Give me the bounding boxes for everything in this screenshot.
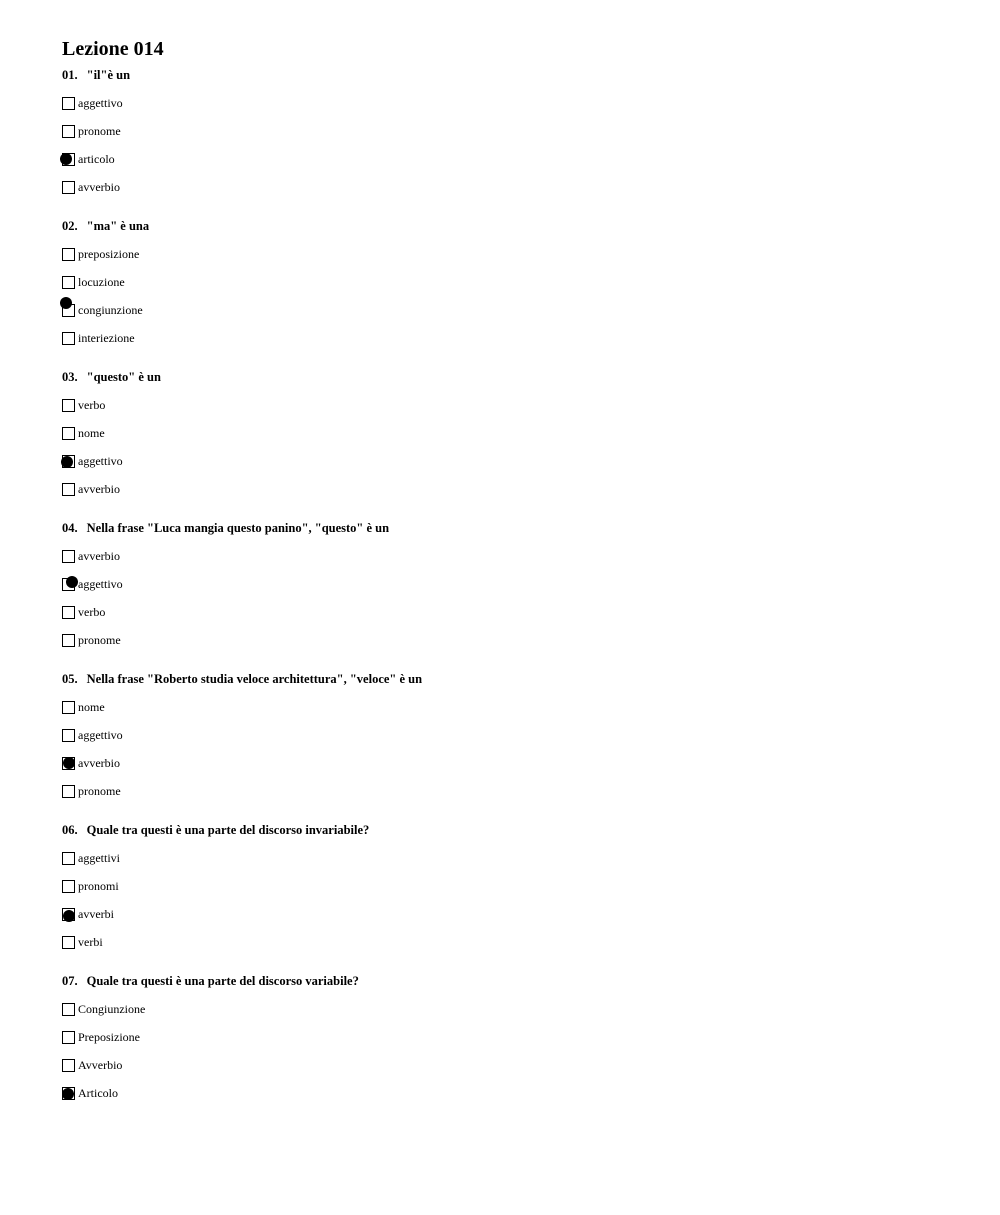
answer-option[interactable] (62, 721, 962, 749)
question-text (62, 67, 962, 84)
selected-answer-mark-icon (66, 576, 78, 588)
question-label: Quale tra questi è una parte del discorso variabile? (86, 974, 359, 988)
answer-checkbox[interactable] (62, 332, 75, 345)
answer-checkbox[interactable] (62, 634, 75, 647)
question-number: 06. (62, 823, 78, 837)
answer-option[interactable] (62, 419, 962, 447)
answer-label: interiezione (78, 331, 135, 345)
answer-label: Congiunzione (78, 1002, 146, 1016)
page-title: Lezione 014 (62, 38, 164, 60)
question-3 (62, 369, 962, 503)
selected-answer-mark-icon (63, 757, 75, 769)
answer-option[interactable] (62, 268, 962, 296)
answer-option[interactable] (62, 749, 962, 777)
answer-label: Avverbio (78, 1058, 123, 1072)
answer-label: nome (78, 426, 105, 440)
answer-label: verbo (78, 605, 106, 619)
answer-checkbox[interactable] (62, 427, 75, 440)
answer-label: aggettivi (78, 851, 120, 865)
answer-option[interactable] (62, 626, 962, 654)
question-number: 07. (62, 974, 78, 988)
answer-label: congiunzione (78, 303, 143, 317)
answer-checkbox[interactable] (62, 304, 75, 317)
question-label: "il"è un (86, 68, 131, 82)
answer-label: avverbio (78, 549, 120, 563)
question-6 (62, 822, 962, 956)
answer-option[interactable] (62, 240, 962, 268)
answer-checkbox[interactable] (62, 880, 75, 893)
answer-label: verbo (78, 398, 106, 412)
answer-option[interactable] (62, 570, 962, 598)
answer-option[interactable] (62, 145, 962, 173)
answer-checkbox[interactable] (62, 1087, 75, 1100)
answer-option[interactable] (62, 475, 962, 503)
answer-option[interactable] (62, 928, 962, 956)
answer-option[interactable] (62, 844, 962, 872)
question-label: "questo" è un (86, 370, 161, 384)
answer-option[interactable] (62, 117, 962, 145)
answer-option[interactable] (62, 900, 962, 928)
answer-checkbox[interactable] (62, 276, 75, 289)
question-1 (62, 67, 962, 201)
answer-label: pronome (78, 784, 121, 798)
answer-label: avverbio (78, 756, 120, 770)
answer-option[interactable] (62, 89, 962, 117)
question-text (62, 520, 962, 537)
selected-answer-mark-icon (63, 910, 75, 922)
answer-option[interactable] (62, 173, 962, 201)
answer-checkbox[interactable] (62, 1031, 75, 1044)
question-label: Nella frase "Luca mangia questo panino", "questo" è un (86, 521, 390, 535)
answer-checkbox[interactable] (62, 483, 75, 496)
question-text (62, 822, 962, 839)
selected-answer-mark-icon (62, 1088, 74, 1100)
answer-label: aggettivo (78, 577, 123, 591)
answer-checkbox[interactable] (62, 455, 75, 468)
answer-label: avverbio (78, 482, 120, 496)
question-number: 01. (62, 68, 78, 82)
answer-label: verbi (78, 935, 103, 949)
question-list (62, 67, 962, 1107)
answer-checkbox[interactable] (62, 908, 75, 921)
answer-option[interactable] (62, 1051, 962, 1079)
question-text (62, 671, 962, 688)
question-number: 03. (62, 370, 78, 384)
answer-option[interactable] (62, 324, 962, 352)
answer-option[interactable] (62, 391, 962, 419)
answer-option[interactable] (62, 447, 962, 475)
answer-checkbox[interactable] (62, 757, 75, 770)
question-number: 02. (62, 219, 78, 233)
answer-label: Articolo (78, 1086, 118, 1100)
question-label: Quale tra questi è una parte del discorso invariabile? (86, 823, 370, 837)
question-7 (62, 973, 962, 1107)
answer-checkbox[interactable] (62, 852, 75, 865)
answer-checkbox[interactable] (62, 153, 75, 166)
answer-label: nome (78, 700, 105, 714)
question-label: "ma" è una (86, 219, 150, 233)
question-2 (62, 218, 962, 352)
answer-checkbox[interactable] (62, 1003, 75, 1016)
answer-option[interactable] (62, 1023, 962, 1051)
answer-checkbox[interactable] (62, 578, 75, 591)
answer-label: aggettivo (78, 96, 123, 110)
question-number: 05. (62, 672, 78, 686)
answer-label: pronomi (78, 879, 119, 893)
answer-option[interactable] (62, 598, 962, 626)
question-text (62, 369, 962, 386)
answer-checkbox[interactable] (62, 1059, 75, 1072)
answer-checkbox[interactable] (62, 729, 75, 742)
answer-checkbox[interactable] (62, 550, 75, 563)
answer-label: articolo (78, 152, 115, 166)
answer-checkbox[interactable] (62, 399, 75, 412)
answer-label: avverbi (78, 907, 114, 921)
answer-checkbox[interactable] (62, 606, 75, 619)
answer-checkbox[interactable] (62, 701, 75, 714)
answer-option[interactable] (62, 1079, 962, 1107)
question-label: Nella frase "Roberto studia veloce architettura", "veloce" è un (86, 672, 423, 686)
selected-answer-mark-icon (61, 456, 73, 468)
answer-option[interactable] (62, 296, 962, 324)
answer-option[interactable] (62, 542, 962, 570)
selected-answer-mark-icon (60, 297, 72, 309)
answer-label: locuzione (78, 275, 125, 289)
answer-label: aggettivo (78, 728, 123, 742)
quiz-page (62, 36, 962, 1124)
answer-label: avverbio (78, 180, 120, 194)
answer-checkbox[interactable] (62, 125, 75, 138)
answer-option[interactable] (62, 777, 962, 805)
question-text (62, 218, 962, 235)
answer-label: preposizione (78, 247, 140, 261)
answer-checkbox[interactable] (62, 97, 75, 110)
answer-label: pronome (78, 124, 121, 138)
answer-option[interactable] (62, 995, 962, 1023)
answer-option[interactable] (62, 872, 962, 900)
answer-label: Preposizione (78, 1030, 140, 1044)
question-number: 04. (62, 521, 78, 535)
selected-answer-mark-icon (60, 153, 72, 165)
answer-checkbox[interactable] (62, 936, 75, 949)
question-4 (62, 520, 962, 654)
question-5 (62, 671, 962, 805)
answer-checkbox[interactable] (62, 248, 75, 261)
answer-option[interactable] (62, 693, 962, 721)
answer-checkbox[interactable] (62, 785, 75, 798)
answer-label: aggettivo (78, 454, 123, 468)
answer-checkbox[interactable] (62, 181, 75, 194)
answer-label: pronome (78, 633, 121, 647)
question-text (62, 973, 962, 990)
